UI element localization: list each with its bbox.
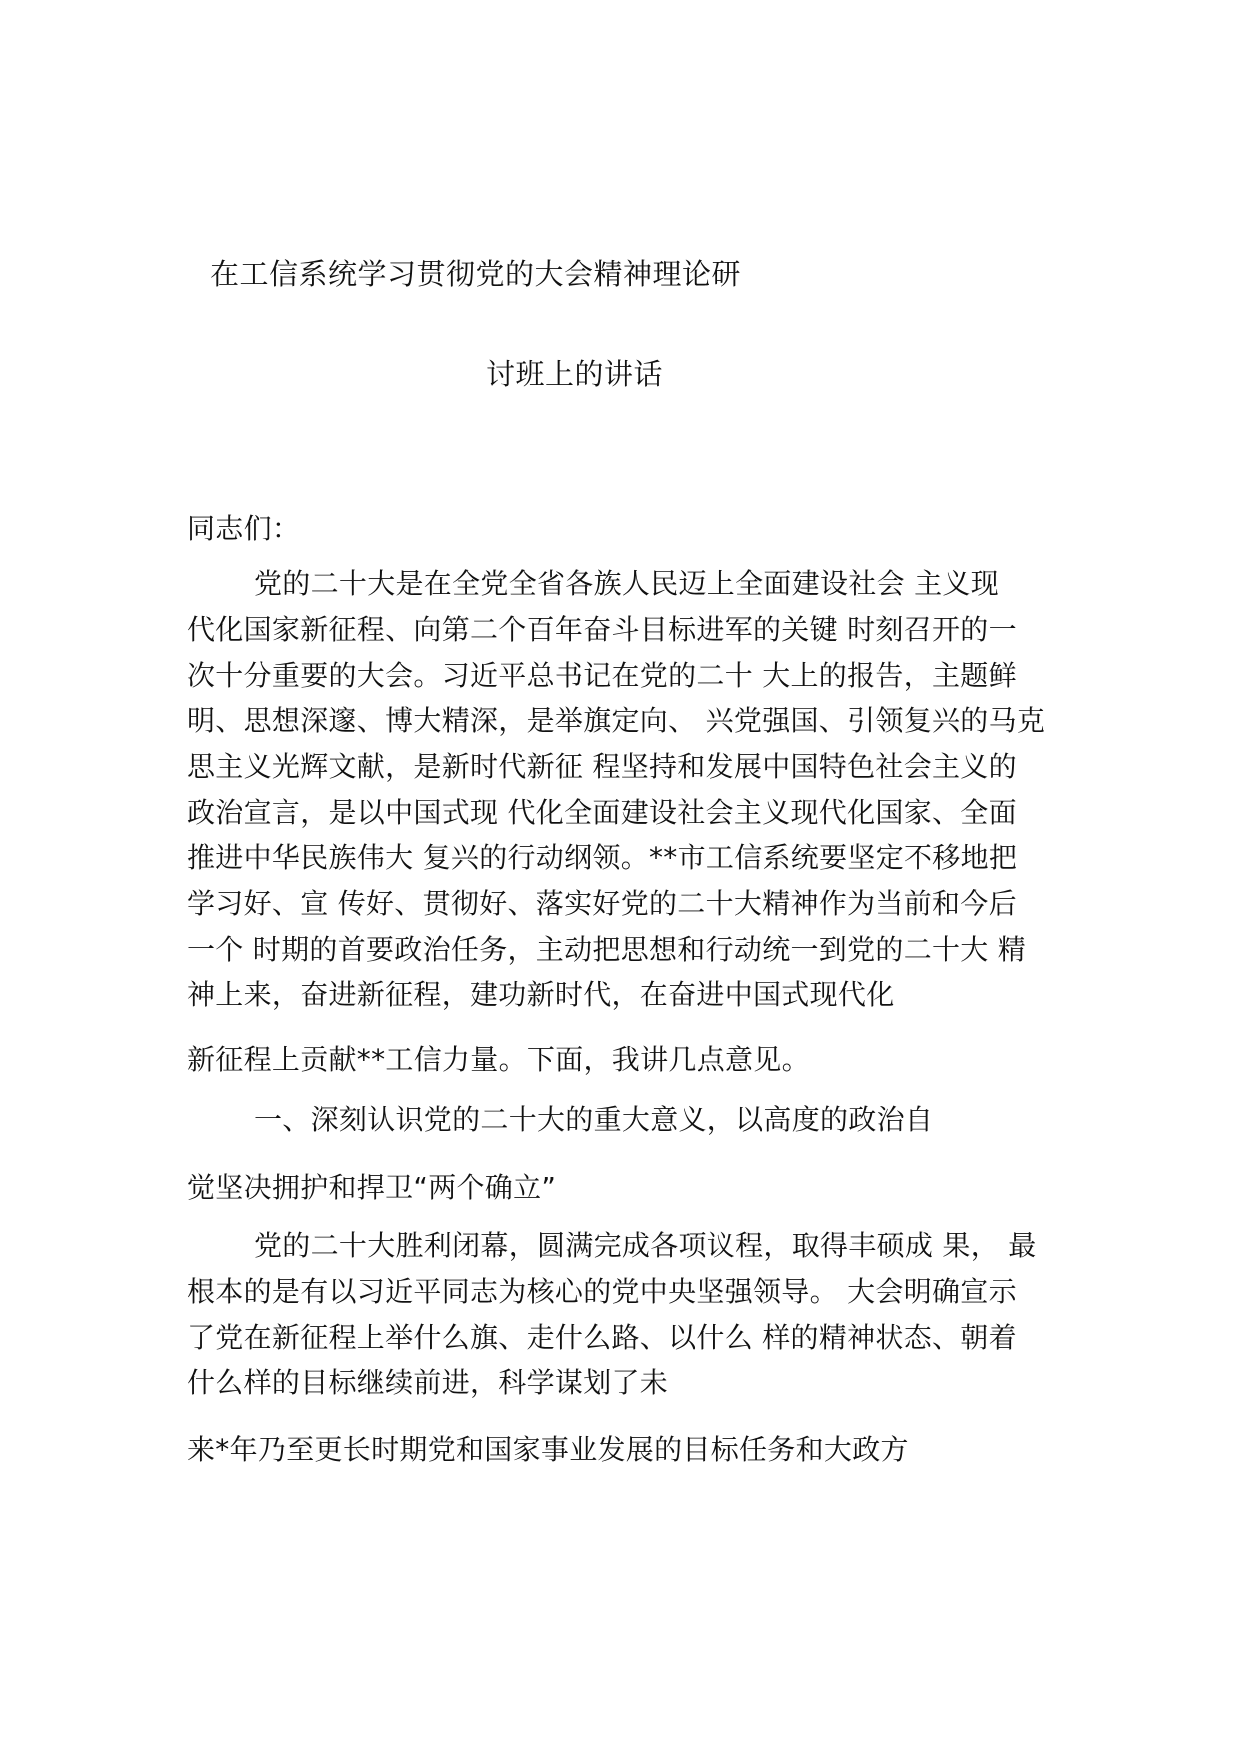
section-heading-line: 觉坚决拥护和捍卫“两个确立” (187, 1171, 557, 1204)
body-line: 了党在新征程上举什么旗、走什么路、以什么 样的精神状态、朝着 (187, 1321, 1017, 1354)
salutation: 同志们： (187, 512, 301, 545)
body-line: 来*年乃至更长时期党和国家事业发展的目标任务和大政方 (187, 1433, 909, 1466)
body-line: 一个 时期的首要政治任务，主动把思想和行动统一到党的二十大 精 (187, 933, 1027, 966)
body-line: 明、思想深邃、博大精深，是举旗定向、 兴党强国、引领复兴的马克 (187, 704, 1046, 737)
body-line: 党的二十大是在全党全省各族人民迈上全面建设社会 主义现 (254, 567, 1000, 600)
body-line: 推进中华民族伟大 复兴的行动纲领。**市工信系统要坚定不移地把 (187, 841, 1018, 874)
body-line: 思主义光辉文献，是新时代新征 程坚持和发展中国特色社会主义的 (187, 750, 1017, 783)
body-line: 政治宣言，是以中国式现 代化全面建设社会主义现代化国家、全面 (187, 796, 1017, 829)
body-line: 代化国家新征程、向第二个百年奋斗目标进军的关键 时刻召开的一 (187, 613, 1017, 646)
body-line: 次十分重要的大会。习近平总书记在党的二十 大上的报告，主题鲜 (187, 659, 1017, 692)
body-line: 新征程上贡献**工信力量。下面，我讲几点意见。 (187, 1043, 810, 1076)
body-line: 学习好、宣 传好、贯彻好、落实好党的二十大精神作为当前和今后 (187, 887, 1017, 920)
body-line: 神上来，奋进新征程，建功新时代，在奋进中国式现代化 (187, 978, 895, 1011)
document-title-line-2: 讨班上的讲话 (486, 357, 664, 391)
body-line: 什么样的目标继续前进，科学谋划了未 (187, 1366, 669, 1399)
body-line: 根本的是有以习近平同志为核心的党中央坚强领导。 大会明确宣示 (187, 1275, 1017, 1308)
document-title-line-1: 在工信系统学习贯彻党的大会精神理论研 (210, 257, 742, 291)
section-heading-line: 一、深刻认识党的二十大的重大意义，以高度的政治自 (254, 1103, 934, 1136)
body-line: 党的二十大胜利闭幕，圆满完成各项议程，取得丰硕成 果， 最 (254, 1229, 1037, 1262)
